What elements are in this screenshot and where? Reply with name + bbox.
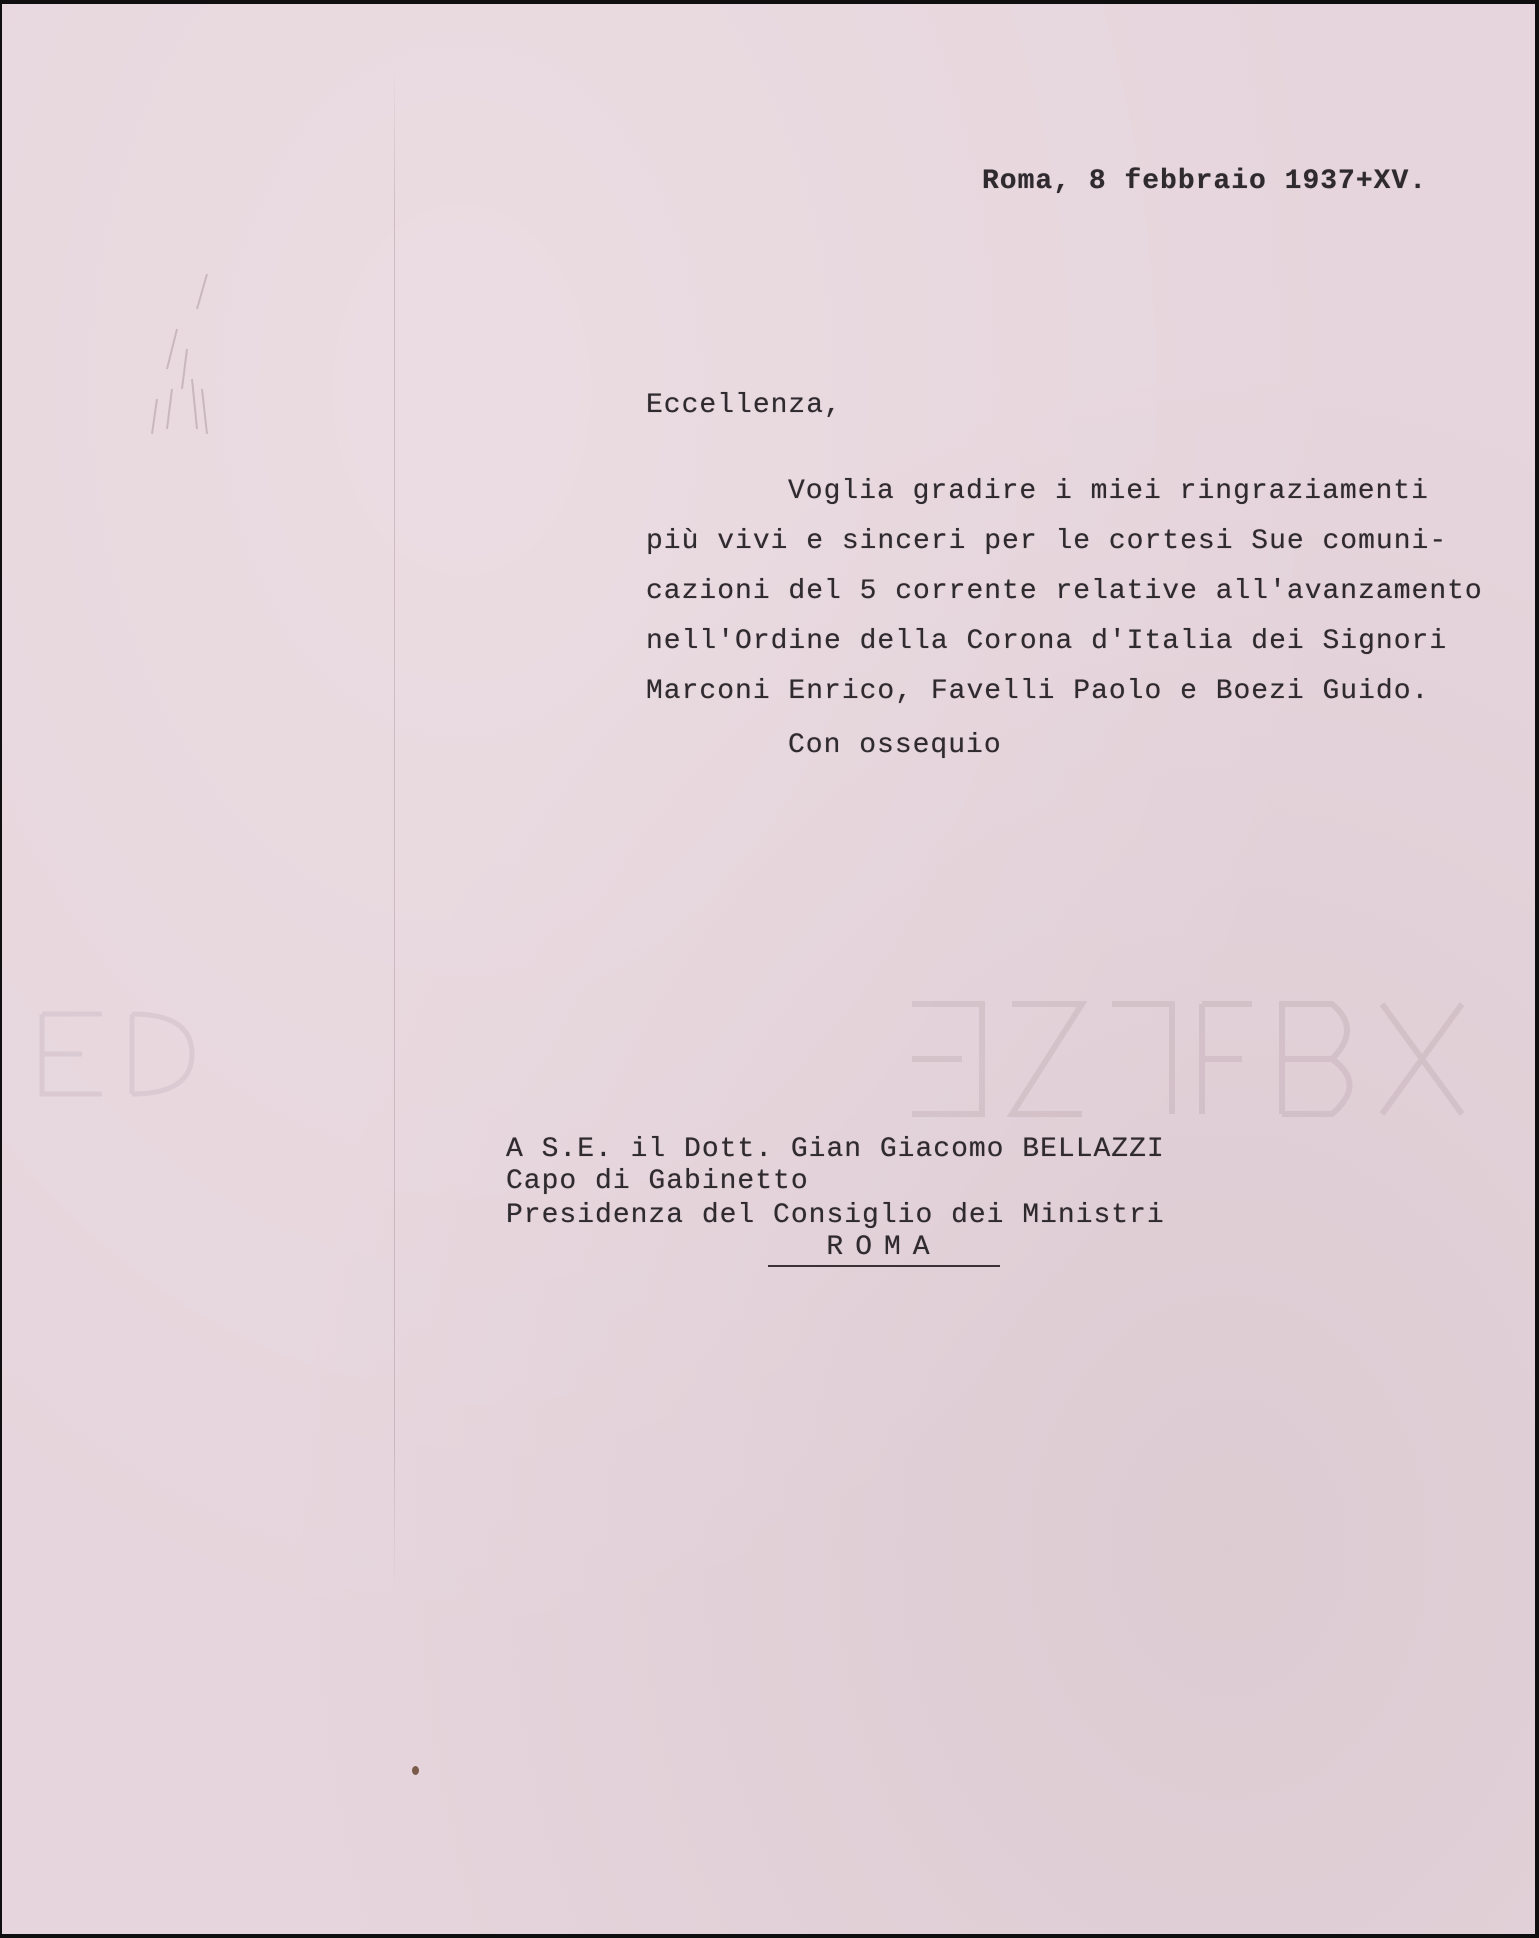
letter-date: Roma, 8 febbraio 1937+XV. [982, 166, 1428, 197]
faint-pencil-mark [137, 269, 227, 439]
body-line: Marconi Enrico, Favelli Paolo e Boezi Guido. [646, 676, 1430, 707]
closing: Con ossequio [788, 730, 1002, 761]
fold-line [394, 64, 395, 1594]
paper-speck [412, 1766, 419, 1775]
recipient-name: A S.E. il Dott. Gian Giacomo BELLAZZI [506, 1134, 1165, 1165]
body-line: Voglia gradire i miei ringraziamenti [788, 476, 1429, 507]
watermark-bleedthrough [902, 984, 1522, 1124]
body-line: nell'Ordine della Corona d'Italia dei Signori [646, 626, 1448, 657]
watermark-bleedthrough-left [22, 1004, 222, 1104]
body-line: cazioni del 5 corrente relative all'avanzamento [646, 576, 1483, 607]
salutation: Eccellenza, [646, 390, 842, 421]
body-line: più vivi e sinceri per le cortesi Sue comuni- [646, 526, 1448, 557]
letter-sheet [2, 4, 1535, 1934]
recipient-title: Capo di Gabinetto [506, 1166, 809, 1197]
recipient-office: Presidenza del Consiglio dei Ministri [506, 1200, 1165, 1231]
city-underline [768, 1265, 1000, 1267]
recipient-city: ROMA [826, 1232, 942, 1263]
